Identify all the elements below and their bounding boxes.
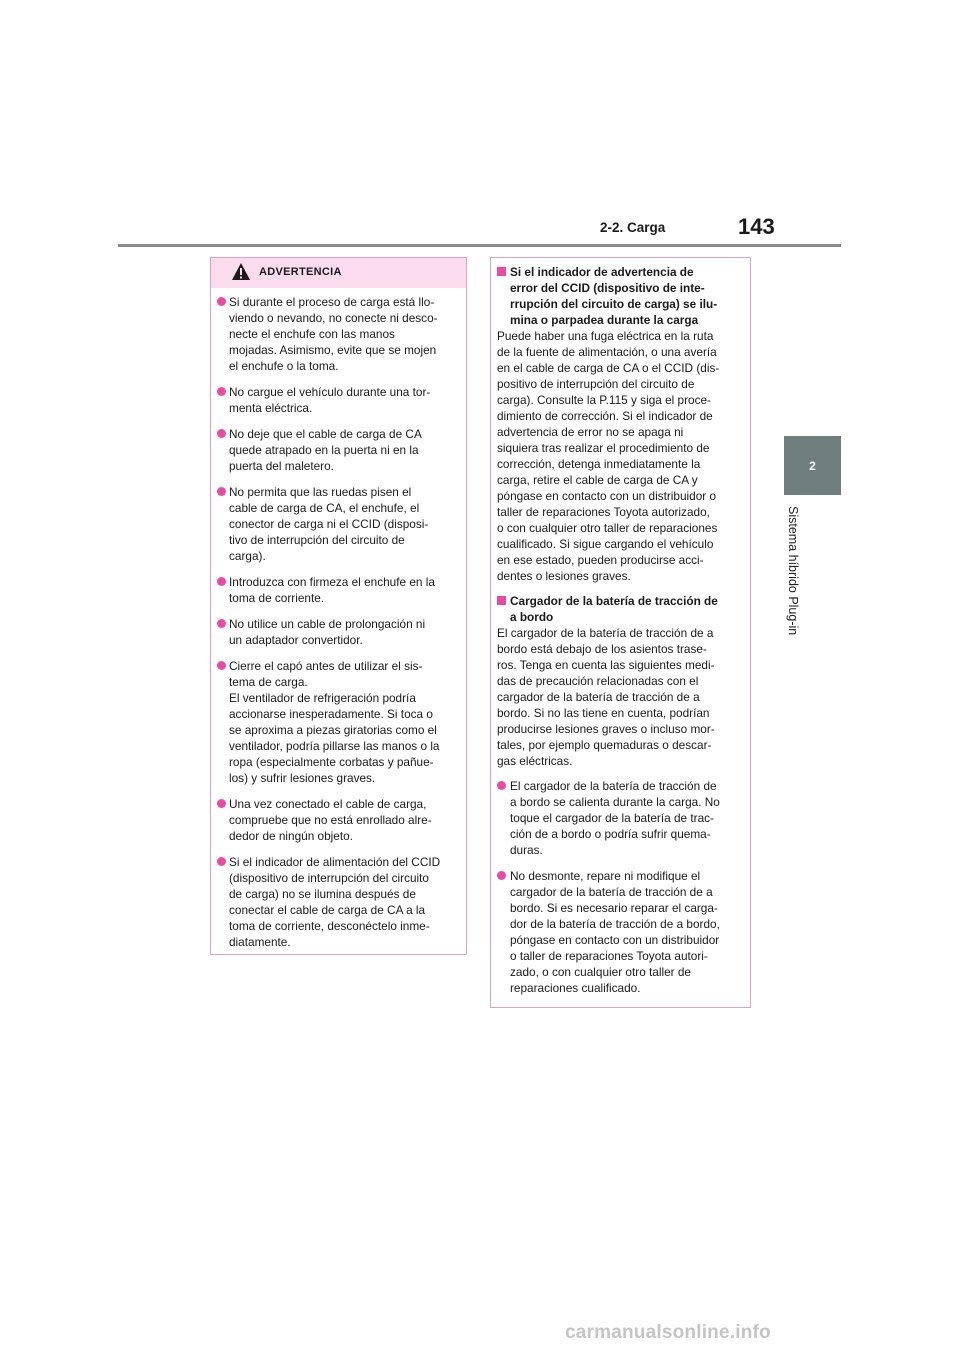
chapter-tab xyxy=(784,436,841,495)
warning-item: No cargue el vehículo durante una tor- menta eléctrica. xyxy=(217,384,456,416)
warning-item: No deje que el cable de carga de CA quede atrapado en la puerta ni en la puerta del maletero. xyxy=(217,426,456,474)
page-number: 143 xyxy=(738,214,775,239)
warning-box xyxy=(210,257,467,955)
warning-item: Si durante el proceso de carga está llo- viendo o nevando, no conecte ni desco- necte el enchufe con las manos mojadas. Asimismo, evite que se mojen el enchufe o la toma. xyxy=(217,294,456,374)
warning-item: Cierre el capó antes de utilizar el sis- tema de carga. El ventilador de refrigeración podría accionarse inesperadamente. Si toca o se aproxima a piezas giratorias como el ventilador, podría pillarse las manos o la ropa (especialmente corbatas y pañue- los) y sufrir lesiones graves. xyxy=(217,658,456,786)
warning-item: No permita que las ruedas pisen el cable de carga de CA, el enchufe, el conector de carga ni el CCID (disposi- tivo de interrupción del circuito de carga). xyxy=(217,484,456,564)
watermark: carmanualsonline.info xyxy=(565,1322,771,1343)
charger-item: No desmonte, repare ni modifique el cargador de la batería de tracción de a bordo. Si es necesario reparar el carga- dor de la batería de tracción de a bordo, póngase en contacto con un distribuidor o taller de reparaciones Toyota autori- zado, o con cualquier otro taller de reparaciones cualificado. xyxy=(497,868,742,996)
info-box xyxy=(490,257,751,1008)
warning-item: No utilice un cable de prolongación ni un adaptador convertidor. xyxy=(217,616,456,648)
section-heading-ccid: Si el indicador de advertencia de error del CCID (dispositivo de inte- rrupción del circuito de carga) se ilu- mina o parpadea durante la carga xyxy=(497,264,742,328)
warning-item: Introduzca con firmeza el enchufe en la toma de corriente. xyxy=(217,574,456,606)
section-body-charger: El cargador de la batería de tracción de a bordo está debajo de los asientos trase- ros. Tenga en cuenta las siguientes medi- das de precaución relacionadas con el cargador de la batería de tracción de a bordo. Si no las tiene en cuenta, podrían producirse lesiones graves o incluso mor- tales, por ejemplo quemaduras o descar- gas eléctricas. xyxy=(497,626,715,768)
chapter-label: Sistema híbrido Plug-in xyxy=(786,506,800,636)
warning-list xyxy=(211,288,466,950)
warning-title: ADVERTENCIA xyxy=(259,266,342,278)
chapter-number: 2 xyxy=(809,458,816,473)
warning-item: Si el indicador de alimentación del CCID (dispositivo de interrupción del circuito de carga) no se ilumina después de conectar el cable de carga de CA a la toma de corriente, desconéctelo inme- diatamente. xyxy=(217,854,456,950)
warning-header xyxy=(211,258,466,288)
chapter-label-container xyxy=(786,506,806,666)
header-divider xyxy=(118,244,841,247)
warning-item: Una vez conectado el cable de carga, compruebe que no está enrollado alre- dedor de ningún objeto. xyxy=(217,796,456,844)
section-title: 2-2. Carga xyxy=(600,220,666,235)
section-body-ccid: Puede haber una fuga eléctrica en la ruta de la fuente de alimentación, o una avería en el cable de carga de CA o el CCID (dis- positivo de interrupción del circuito de carga). Consulte la P.115 y siga el proce- dimiento de corrección. Si el indicador de advertencia de error no se apaga ni siquiera tras realizar el procedimiento de corrección, detenga inmediatamente la carga, retire el cable de carga de CA y póngase en contacto con un distribuidor o taller de reparaciones Toyota autorizado, o con cualquier otro taller de reparaciones cualificado. Si sigue cargando el vehículo en ese estado, pueden producirse acci- dentes o lesiones graves. xyxy=(497,329,720,583)
section-heading-charger: Cargador de la batería de tracción de a bordo xyxy=(497,593,742,625)
warning-triangle-icon xyxy=(231,262,251,281)
charger-item: El cargador de la batería de tracción de a bordo se calienta durante la carga. No toque el cargador de la batería de trac- ción de a bordo o podría sufrir quema- duras. xyxy=(497,778,742,858)
